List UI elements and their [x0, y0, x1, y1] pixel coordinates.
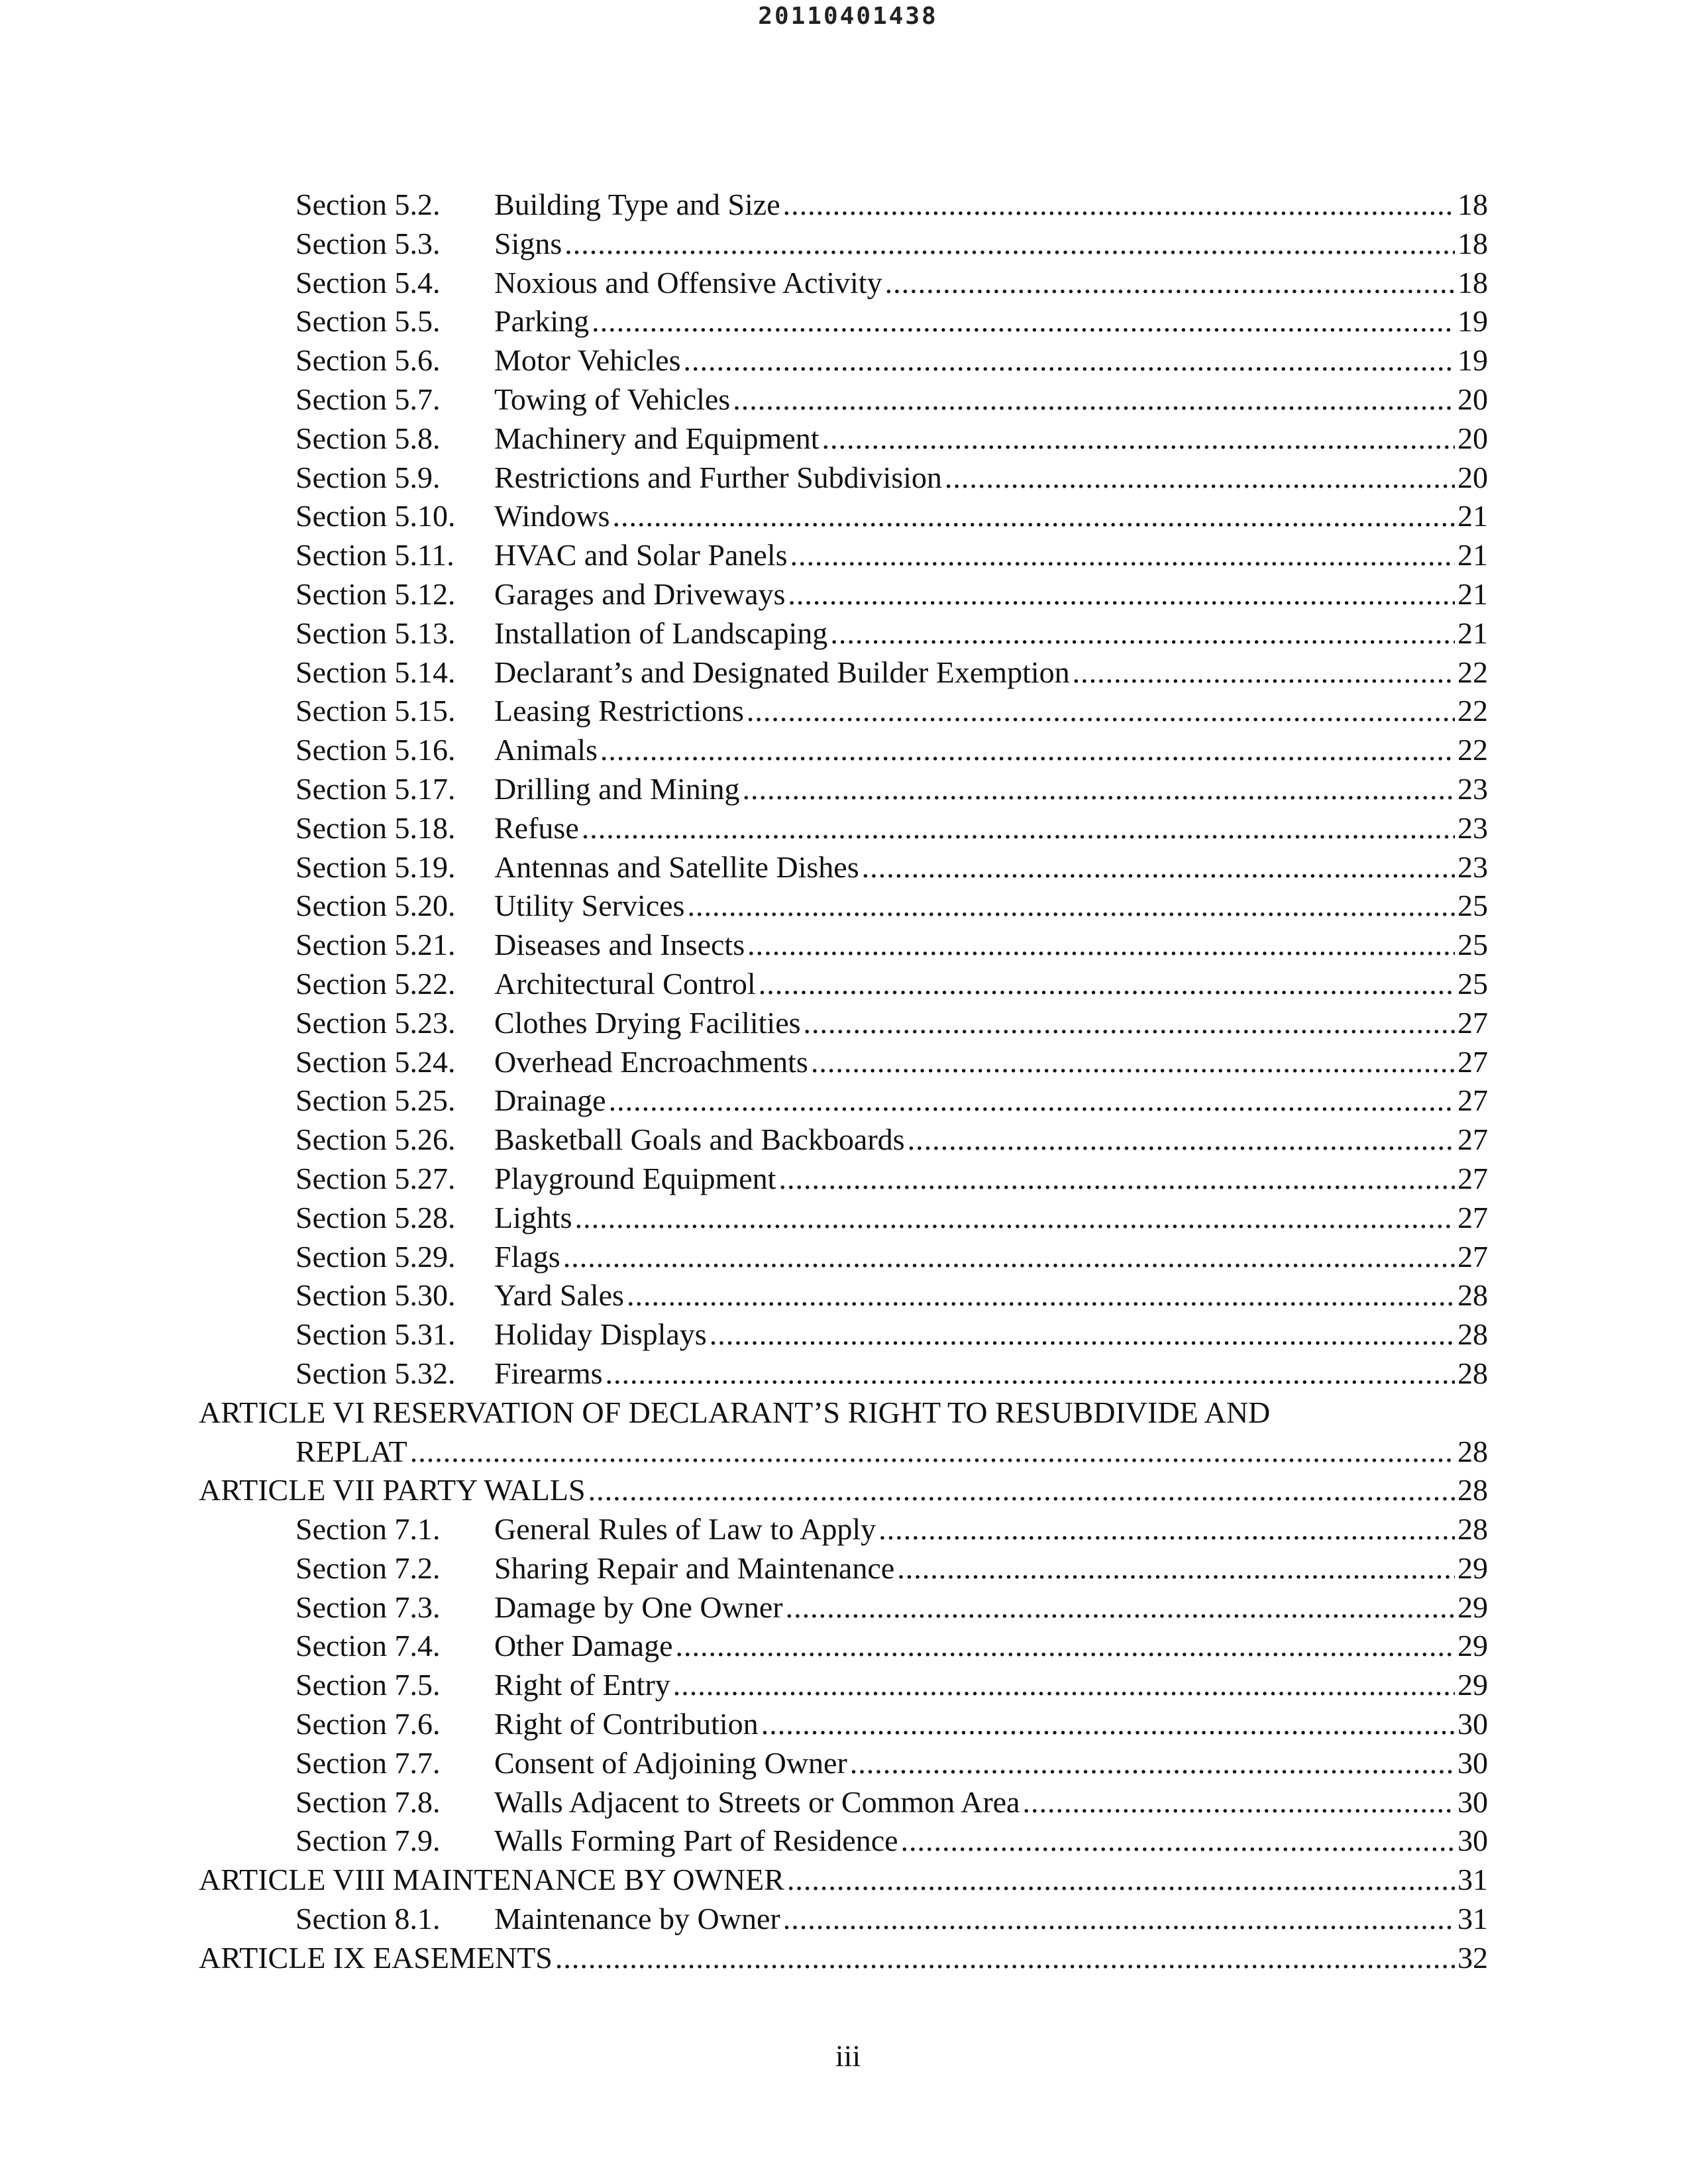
- toc-section-row: [295, 731, 1488, 770]
- toc-section-title: Lights: [494, 1200, 572, 1234]
- toc-section-number: Section 5.9.: [295, 460, 441, 494]
- toc-section-row: [295, 1666, 1488, 1705]
- toc-section-number: Section 7.6.: [295, 1707, 441, 1741]
- dot-leader: [811, 1043, 1455, 1082]
- toc-section-page: 30: [1458, 1707, 1488, 1741]
- toc-section-title: Motor Vehicles: [494, 343, 681, 378]
- toc-section-row: [295, 1549, 1488, 1588]
- toc-section-row: [295, 341, 1488, 380]
- dot-leader: [830, 614, 1455, 653]
- toc-section-row: [295, 1783, 1488, 1822]
- toc-section-title: Right of Entry: [494, 1668, 670, 1702]
- toc-group-article-v-sections: [0, 186, 1696, 1393]
- toc-section-page: 29: [1458, 1590, 1488, 1624]
- toc-section-number: Section 5.27.: [295, 1161, 456, 1195]
- dot-leader: [1022, 1783, 1455, 1822]
- dot-leader: [783, 1900, 1455, 1939]
- toc-article-7-page: 28: [1458, 1473, 1488, 1507]
- toc-section-number: Section 5.31.: [295, 1317, 456, 1352]
- dot-leader: [778, 1160, 1455, 1199]
- toc-section-title: Animals: [494, 733, 598, 767]
- dot-leader: [1073, 653, 1455, 692]
- dot-leader: [908, 1120, 1455, 1160]
- toc-article-8: [199, 1861, 1488, 1900]
- toc-section-page: 22: [1458, 655, 1488, 689]
- toc-section-row: [295, 186, 1488, 225]
- toc-section-row: [295, 926, 1488, 965]
- table-of-contents: [0, 186, 1696, 1978]
- dot-leader: [804, 1004, 1455, 1043]
- toc-section-title: Utility Services: [494, 889, 685, 923]
- toc-section-page: 23: [1458, 849, 1488, 884]
- dot-leader: [787, 1861, 1455, 1900]
- toc-section-number: Section 5.13.: [295, 616, 456, 650]
- dot-leader: [747, 692, 1455, 731]
- dot-leader: [563, 1238, 1455, 1277]
- page-number: iii: [835, 2039, 861, 2073]
- toc-article-6-title-line-1: ARTICLE VI RESERVATION OF DECLARANT’S RIGHT TO RESUBDIVIDE AND: [199, 1395, 1271, 1429]
- toc-section-title: Restrictions and Further Subdivision: [494, 460, 942, 494]
- toc-section-page: 27: [1458, 1239, 1488, 1274]
- toc-section-title: Signs: [494, 226, 562, 260]
- toc-section-row: [295, 1276, 1488, 1315]
- dot-leader: [592, 302, 1455, 341]
- toc-article-6-line-1: [199, 1393, 1488, 1433]
- dot-leader: [582, 809, 1455, 848]
- toc-section-title: Parking: [494, 304, 590, 339]
- dot-leader: [783, 186, 1455, 225]
- dot-leader: [606, 1354, 1455, 1393]
- dot-leader: [555, 1939, 1455, 1978]
- toc-section-number: Section 7.2.: [295, 1551, 441, 1585]
- toc-section-number: Section 5.18.: [295, 810, 456, 845]
- toc-section-page: 30: [1458, 1745, 1488, 1780]
- dot-leader: [609, 1081, 1455, 1120]
- toc-section-title: Flags: [494, 1239, 560, 1274]
- toc-group-article-viii-sections: [0, 1900, 1696, 1939]
- toc-section-title: Firearms: [494, 1356, 603, 1390]
- toc-section-number: Section 5.21.: [295, 928, 456, 962]
- toc-section-page: 30: [1458, 1784, 1488, 1819]
- dot-leader: [673, 1666, 1455, 1705]
- toc-article-9: [199, 1939, 1488, 1978]
- toc-section-row: [295, 1510, 1488, 1549]
- toc-article-8-title: ARTICLE VIII MAINTENANCE BY OWNER: [199, 1863, 784, 1897]
- toc-article-9-page: 32: [1458, 1940, 1488, 1975]
- toc-section-number: Section 7.8.: [295, 1784, 441, 1819]
- toc-section-page: 21: [1458, 616, 1488, 650]
- dot-leader: [676, 1627, 1456, 1666]
- toc-section-page: 20: [1458, 421, 1488, 455]
- toc-section-title: Walls Adjacent to Streets or Common Area: [494, 1784, 1020, 1819]
- dot-leader: [945, 459, 1455, 498]
- toc-section-row: [295, 1627, 1488, 1666]
- document-number: 20110401438: [758, 3, 938, 30]
- dot-leader: [733, 380, 1455, 419]
- toc-section-number: Section 5.10.: [295, 499, 456, 533]
- toc-section-number: Section 7.4.: [295, 1629, 441, 1663]
- toc-article-9-title: ARTICLE IX EASEMENTS: [199, 1940, 553, 1975]
- toc-section-title: Walls Forming Part of Residence: [494, 1824, 898, 1858]
- toc-section-page: 27: [1458, 1200, 1488, 1234]
- toc-section-row: [295, 614, 1488, 653]
- toc-section-row: [295, 653, 1488, 692]
- dot-leader: [885, 264, 1455, 303]
- toc-section-page: 28: [1458, 1278, 1488, 1313]
- toc-section-number: Section 5.3.: [295, 226, 441, 260]
- toc-article-6-page: 28: [1458, 1434, 1488, 1468]
- toc-section-page: 23: [1458, 810, 1488, 845]
- dot-leader: [684, 341, 1455, 380]
- toc-section-row: [295, 770, 1488, 809]
- toc-section-title: Refuse: [494, 810, 579, 845]
- toc-section-row: [295, 887, 1488, 926]
- toc-section-row: [295, 1900, 1488, 1939]
- toc-section-page: 29: [1458, 1629, 1488, 1663]
- toc-article-7-title: ARTICLE VII PARTY WALLS: [199, 1473, 586, 1507]
- toc-section-title: Playground Equipment: [494, 1161, 776, 1195]
- toc-section-row: [295, 848, 1488, 887]
- toc-section-page: 19: [1458, 343, 1488, 378]
- dot-leader: [759, 965, 1455, 1004]
- toc-section-number: Section 5.16.: [295, 733, 456, 767]
- dot-leader: [790, 536, 1455, 575]
- toc-section-title: Machinery and Equipment: [494, 421, 820, 455]
- toc-section-number: Section 5.29.: [295, 1239, 456, 1274]
- dot-leader: [747, 926, 1455, 965]
- toc-section-page: 28: [1458, 1356, 1488, 1390]
- dot-leader: [410, 1433, 1455, 1472]
- toc-section-page: 30: [1458, 1824, 1488, 1858]
- toc-section-title: General Rules of Law to Apply: [494, 1512, 876, 1547]
- toc-section-row: [295, 459, 1488, 498]
- toc-section-page: 25: [1458, 928, 1488, 962]
- dot-leader: [850, 1744, 1455, 1783]
- toc-section-title: Maintenance by Owner: [494, 1902, 780, 1936]
- toc-section-row: [295, 1199, 1488, 1238]
- toc-section-number: Section 5.32.: [295, 1356, 456, 1390]
- toc-section-number: Section 5.2.: [295, 188, 441, 221]
- toc-section-number: Section 5.22.: [295, 966, 456, 1001]
- toc-section-title: Damage by One Owner: [494, 1590, 783, 1624]
- toc-section-row: [295, 225, 1488, 264]
- toc-section-number: Section 7.1.: [295, 1512, 441, 1547]
- toc-section-number: Section 5.15.: [295, 694, 456, 728]
- toc-section-row: [295, 380, 1488, 419]
- dot-leader: [588, 1471, 1455, 1510]
- toc-section-page: 20: [1458, 460, 1488, 494]
- toc-section-number: Section 5.26.: [295, 1122, 456, 1157]
- toc-section-row: [295, 965, 1488, 1004]
- toc-section-title: Basketball Goals and Backboards: [494, 1122, 905, 1157]
- dot-leader: [786, 1588, 1455, 1627]
- toc-section-number: Section 5.28.: [295, 1200, 456, 1234]
- toc-section-title: Right of Contribution: [494, 1707, 759, 1741]
- toc-section-page: 27: [1458, 1005, 1488, 1040]
- toc-section-title: Overhead Encroachments: [494, 1044, 808, 1079]
- toc-section-number: Section 5.11.: [295, 538, 454, 573]
- dot-leader: [743, 770, 1455, 809]
- dot-leader: [575, 1199, 1455, 1238]
- toc-section-page: 29: [1458, 1551, 1488, 1585]
- toc-section-number: Section 5.6.: [295, 343, 441, 378]
- dot-leader: [878, 1510, 1455, 1549]
- toc-section-title: Sharing Repair and Maintenance: [494, 1551, 895, 1585]
- toc-section-number: Section 5.19.: [295, 849, 456, 884]
- toc-section-row: [295, 692, 1488, 731]
- toc-section-title: Installation of Landscaping: [494, 616, 828, 650]
- toc-section-number: Section 5.14.: [295, 655, 456, 689]
- toc-section-title: HVAC and Solar Panels: [494, 538, 788, 573]
- toc-section-page: 25: [1458, 889, 1488, 923]
- toc-section-page: 18: [1458, 265, 1488, 300]
- dot-leader: [788, 575, 1455, 614]
- toc-section-number: Section 5.8.: [295, 421, 441, 455]
- toc-section-row: [295, 419, 1488, 459]
- toc-section-title: Diseases and Insects: [494, 928, 745, 962]
- toc-section-number: Section 7.5.: [295, 1668, 441, 1702]
- toc-section-number: Section 5.20.: [295, 889, 456, 923]
- toc-section-page: 22: [1458, 733, 1488, 767]
- toc-section-row: [295, 1238, 1488, 1277]
- toc-section-row: [295, 1354, 1488, 1393]
- toc-section-page: 25: [1458, 966, 1488, 1001]
- dot-leader: [687, 887, 1455, 926]
- toc-section-title: Holiday Displays: [494, 1317, 707, 1352]
- toc-section-number: Section 8.1.: [295, 1902, 441, 1936]
- toc-group-article-vii-sections: [0, 1510, 1696, 1861]
- toc-section-title: Windows: [494, 499, 610, 533]
- toc-section-row: [295, 1081, 1488, 1120]
- dot-leader: [627, 1276, 1455, 1315]
- toc-section-row: [295, 1120, 1488, 1160]
- toc-section-page: 20: [1458, 382, 1488, 416]
- toc-section-number: Section 5.7.: [295, 382, 441, 416]
- toc-section-page: 28: [1458, 1317, 1488, 1352]
- dot-leader: [761, 1705, 1455, 1744]
- toc-section-page: 27: [1458, 1083, 1488, 1118]
- toc-section-page: 21: [1458, 576, 1488, 611]
- toc-section-row: [295, 809, 1488, 848]
- toc-section-title: Consent of Adjoining Owner: [494, 1745, 847, 1780]
- toc-section-page: 27: [1458, 1161, 1488, 1195]
- toc-section-page: 18: [1458, 188, 1488, 221]
- toc-section-row: [295, 1705, 1488, 1744]
- toc-section-title: Clothes Drying Facilities: [494, 1005, 801, 1040]
- toc-section-number: Section 5.24.: [295, 1044, 456, 1079]
- toc-section-page: 28: [1458, 1512, 1488, 1547]
- toc-section-page: 27: [1458, 1122, 1488, 1157]
- toc-section-number: Section 5.30.: [295, 1278, 456, 1313]
- dot-leader: [897, 1549, 1455, 1588]
- toc-section-page: 22: [1458, 694, 1488, 728]
- dot-leader: [564, 225, 1455, 264]
- toc-section-page: 21: [1458, 538, 1488, 573]
- toc-section-row: [295, 1004, 1488, 1043]
- toc-section-number: Section 7.3.: [295, 1590, 441, 1624]
- toc-article-8-page: 31: [1458, 1863, 1488, 1897]
- toc-section-title: Other Damage: [494, 1629, 673, 1663]
- toc-section-row: [295, 264, 1488, 303]
- toc-section-row: [295, 497, 1488, 536]
- toc-section-page: 31: [1458, 1902, 1488, 1936]
- toc-section-title: Drilling and Mining: [494, 771, 740, 806]
- toc-section-page: 21: [1458, 499, 1488, 533]
- dot-leader: [612, 497, 1455, 536]
- toc-section-row: [295, 1822, 1488, 1861]
- toc-section-page: 27: [1458, 1044, 1488, 1079]
- toc-article-6-title-line-2: REPLAT: [295, 1434, 407, 1468]
- toc-section-row: [295, 1744, 1488, 1783]
- toc-section-number: Section 5.12.: [295, 576, 456, 611]
- dot-leader: [600, 731, 1455, 770]
- toc-section-row: [295, 575, 1488, 614]
- toc-section-number: Section 5.5.: [295, 304, 441, 339]
- toc-section-row: [295, 1315, 1488, 1354]
- toc-section-number: Section 7.9.: [295, 1824, 441, 1858]
- toc-section-title: Garages and Driveways: [494, 576, 786, 611]
- toc-section-title: Leasing Restrictions: [494, 694, 744, 728]
- dot-leader: [710, 1315, 1455, 1354]
- dot-leader: [862, 848, 1455, 887]
- dot-leader: [822, 419, 1455, 459]
- toc-section-page: 19: [1458, 304, 1488, 339]
- toc-section-page: 23: [1458, 771, 1488, 806]
- toc-section-row: [295, 1588, 1488, 1627]
- toc-section-title: Towing of Vehicles: [494, 382, 731, 416]
- toc-section-number: Section 7.7.: [295, 1745, 441, 1780]
- toc-section-title: Antennas and Satellite Dishes: [494, 849, 859, 884]
- toc-section-row: [295, 536, 1488, 575]
- toc-section-number: Section 5.23.: [295, 1005, 456, 1040]
- toc-section-number: Section 5.17.: [295, 771, 456, 806]
- toc-article-7: [199, 1471, 1488, 1510]
- toc-section-title: Yard Sales: [494, 1278, 624, 1313]
- toc-section-title: Building Type and Size: [494, 188, 780, 221]
- toc-section-page: 29: [1458, 1668, 1488, 1702]
- toc-section-page: 18: [1458, 226, 1488, 260]
- toc-article-6-line-2: [295, 1433, 1488, 1472]
- toc-section-title: Declarant’s and Designated Builder Exemption: [494, 655, 1070, 689]
- toc-section-title: Architectural Control: [494, 966, 756, 1001]
- toc-section-number: Section 5.4.: [295, 265, 441, 300]
- toc-section-row: [295, 1160, 1488, 1199]
- dot-leader: [901, 1822, 1455, 1861]
- toc-section-row: [295, 1043, 1488, 1082]
- toc-section-number: Section 5.25.: [295, 1083, 456, 1118]
- toc-section-title: Noxious and Offensive Activity: [494, 265, 882, 300]
- toc-section-title: Drainage: [494, 1083, 606, 1118]
- toc-section-row: [295, 302, 1488, 341]
